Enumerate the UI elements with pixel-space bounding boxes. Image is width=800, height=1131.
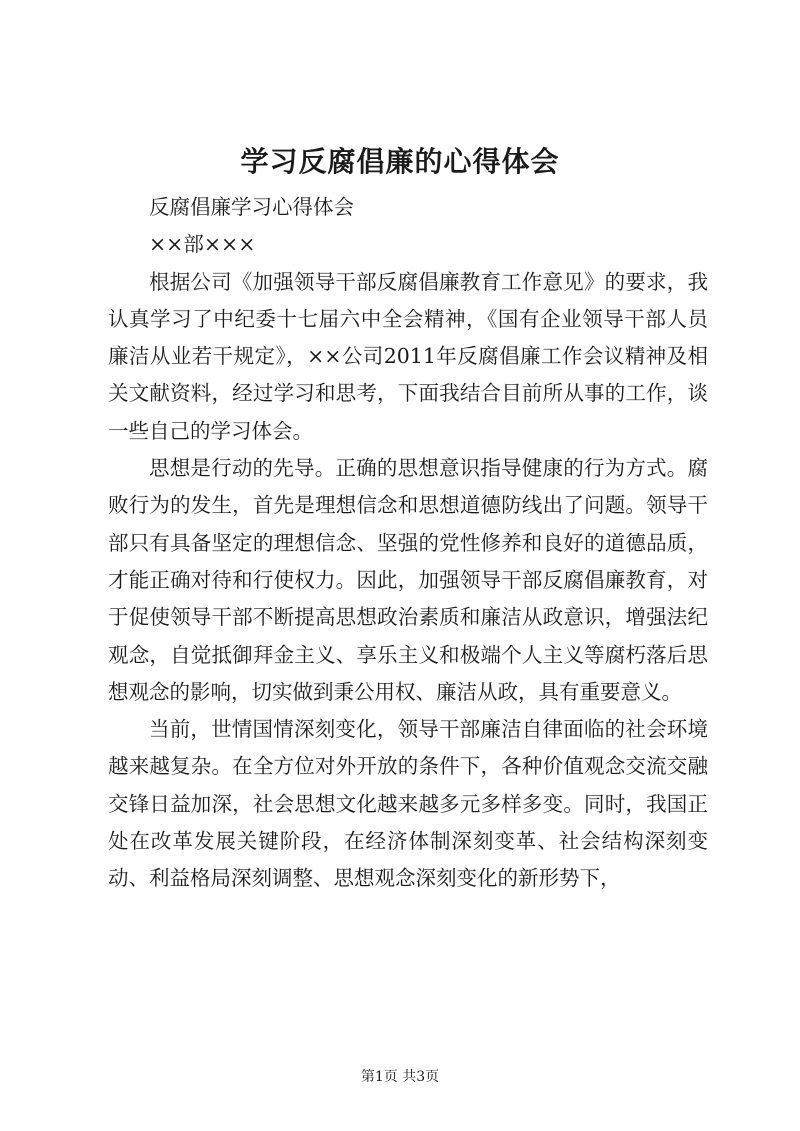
subtitle: 反腐倡廉学习心得体会	[149, 195, 354, 219]
page-title: 学习反腐倡廉的心得体会	[240, 145, 560, 178]
paragraph-2: 思想是行动的先导。正确的思想意识指导健康的行为方式。腐败行为的发生，首先是理想信念和思想道德防线出了问题。领导干部只有具备坚定的理想信念、坚强的党性修养和良好的道德品质，才能正确对待和行使权力。因此，加强领导干部反腐倡廉教育，对于促使领导干部不断提高思想政治素质和廉洁从政意识，增强法纪观念，自觉抵御拜金主义、享乐主义和极端个人主义等腐朽落后思想观念的影响，切实做到秉公用权、廉洁从政，具有重要意义。	[108, 456, 708, 704]
document-body	[108, 189, 708, 898]
author-line: ××部×××	[149, 232, 256, 257]
paragraph-3: 当前，世情国情深刻变化，领导干部廉洁自律面临的社会环境越来越复杂。在全方位对外开放的条件下，各种价值观念交流交融交锋日益加深，社会思想文化越来越多元多样多变。同时，我国正处在改革发展关键阶段，在经济体制深刻变革、社会结构深刻变动、利益格局深刻调整、思想观念深刻变化的新形势下，	[108, 717, 708, 891]
paragraph-1: 根据公司《加强领导干部反腐倡廉教育工作意见》的要求，我认真学习了中纪委十七届六中全会精神，《国有企业领导干部人员廉洁从业若干规定》，××公司2011年反腐倡廉工作会议精神及相关文献资料，经过学习和思考，下面我结合目前所从事的工作，谈一些自己的学习体会。	[108, 269, 708, 443]
page-footer: 第1页 共3页	[360, 1069, 440, 1085]
